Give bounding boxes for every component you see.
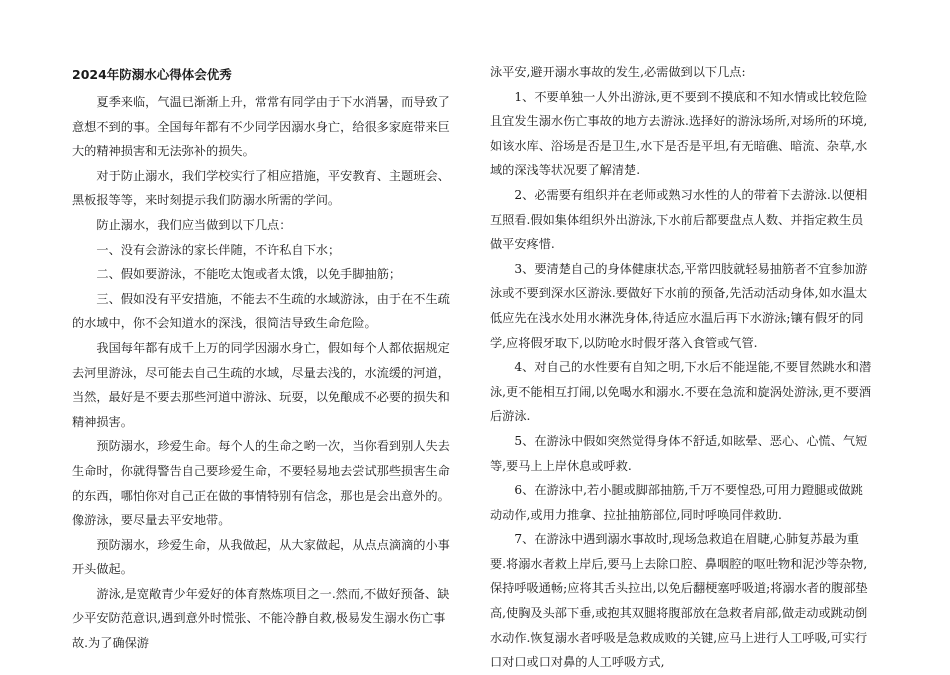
paragraph: 预防溺水，珍爱生命，从我做起，从大家做起，从点点滴滴的小事开头做起。	[72, 537, 450, 577]
list-item: 2、必需要有组织并在老师或熟习水性的人的带着下去游泳.以便相互照看.假如集体组织外出游泳,下水前后都要盘点人数、并指定救生员做平安疼惜.	[490, 187, 868, 252]
paragraph: 夏季来临，气温已渐渐上升，常常有同学由于下水消暑，而导致了意想不到的事。全国每年都有不少同学因溺水身亡，给很多家庭带来巨大的精神损害和无法弥补的损失。	[72, 95, 450, 159]
document-title: 2024年防溺水心得体会优秀	[72, 67, 232, 82]
list-item: 6、在游泳中,若小腿或脚部抽筋,千万不要惶恐,可用力蹬腿或做跳动动作,或用力推拿、拉扯抽筋部位,同时呼唤同伴救助.	[490, 483, 863, 522]
list-item: 一、没有会游泳的家长伴随，不许私自下水；	[96, 242, 341, 257]
right-column	[490, 60, 874, 675]
list-item: 4、对自己的水性要有自知之明,下水后不能逞能,不要冒然跳水和潜泳,更不能相互打闹,以免喝水和溺水.不要在急流和旋涡处游泳,更不要酒后游泳.	[490, 360, 872, 424]
list-item: 三、假如没有平安措施，不能去不生疏的水域游泳，由于在不生疏的水域中，你不会知道水的深浅，很简洁导致生命危险。	[72, 291, 450, 331]
list-item: 二、假如要游泳，不能吃太饱或者太饿，以免手脚抽筋；	[96, 267, 402, 282]
left-column	[72, 60, 456, 656]
paragraph: 我国每年都有成千上万的同学因溺水身亡，假如每个人都依据规定去河里游泳，尽可能去自己生疏的水域，尽量去浅的，水流缓的河道，当然，最好是不要去那些河道中游泳、玩耍，以免酿成不必要的损失和精神损害。	[72, 340, 450, 429]
paragraph: 游泳,是宽敞青少年爱好的体育熬炼项目之一.然而,不做好预备、缺少平安防范意识,遇到意外时慌张、不能冷静自救,极易发生溺水伤亡事故.为了确保游	[72, 586, 450, 651]
paragraph: 防止溺水，我们应当做到以下几点：	[96, 217, 292, 232]
list-item: 3、要清楚自己的身体健康状态,平常四肢就轻易抽筋者不宜参加游泳或不要到深水区游泳.要做好下水前的预备,先活动活动身体,如水温太低应先在浅水处用水淋洗身体,待适应水温后再下水游泳;镶有假牙的同学,应将假牙取下,以防呛水时假牙落入食管或气管.	[490, 261, 868, 350]
list-item: 5、在游泳中假如突然觉得身体不舒适,如眩晕、恶心、心慌、气短等,要马上上岸休息或呼救.	[490, 433, 868, 473]
paragraph: 对于防止溺水，我们学校实行了相应措施，平安教育、主题班会、黑板报等等，来时刻提示我们防溺水所需的学问。	[72, 168, 450, 208]
list-item: 1、不要单独一人外出游泳,更不要到不摸底和不知水情或比较危险且宜发生溺水伤亡事故的地方去游泳.选择好的游泳场所,对场所的环境,如该水库、浴场是否是卫生,水下是否是平坦,有无暗礁、暗流、杂草,水域的深浅等状况要了解清楚.	[490, 89, 868, 178]
paragraph: 预防溺水，珍爱生命。每个人的生命之哟一次，当你看到别人失去生命时，你就得警告自己要珍爱生命，不要轻易地去尝试那些损害生命的东西，哪怕你对自己正在做的事情特别有信念，那也是会出意外的。像游泳，要尽量去平安地带。	[72, 439, 450, 528]
paragraph-continuation: 泳平安,避开溺水事故的发生,必需做到以下几点:	[490, 65, 746, 79]
list-item: 7、在游泳中遇到溺水事故时,现场急救追在眉睫,心肺复苏最为重要.将溺水者救上岸后,要马上去除口腔、鼻咽腔的呕吐物和泥沙等杂物,保持呼吸通畅;应将其舌头拉出,以免后翻梗塞呼吸道;将溺水者的腹部垫高,使胸及头部下垂,或抱其双腿将腹部放在急救者肩部,做走动或跳动倒水动作.恢复溺水者呼吸是急救成败的关键,应马上进行人工呼吸,可实行口对口或口对鼻的人工呼吸方式,	[490, 532, 868, 670]
